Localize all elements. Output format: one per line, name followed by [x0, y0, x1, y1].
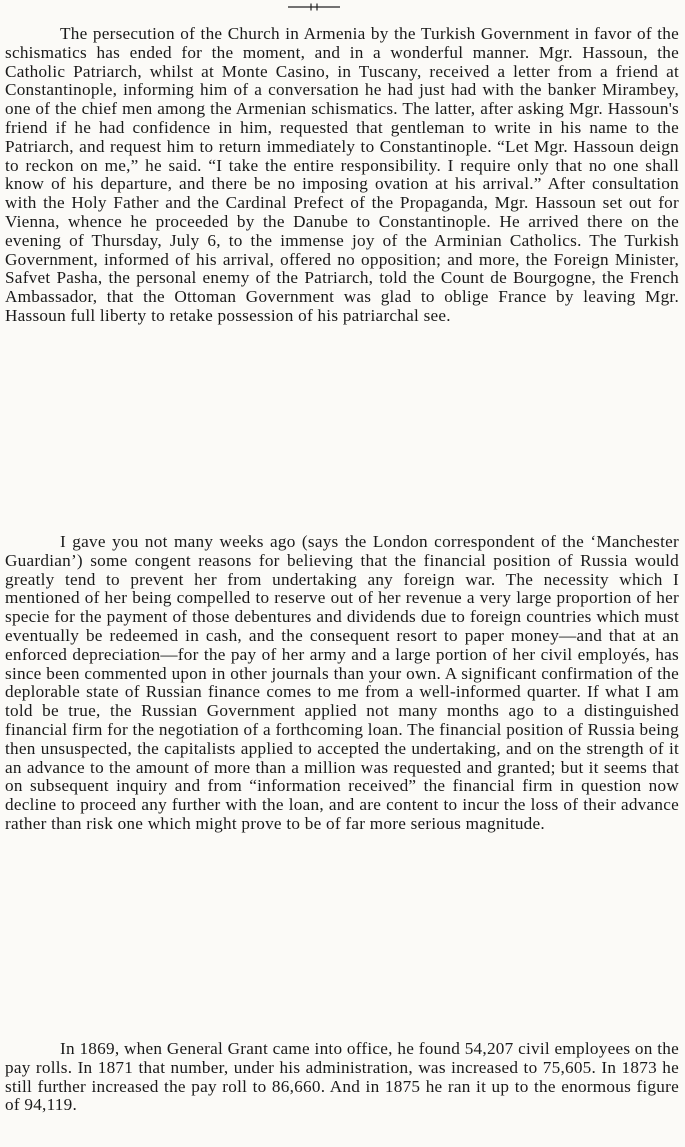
- article-paragraph-russian-finance: I gave you not many weeks ago (says the London correspondent of the ‘Manchester Guardian’) some congent reasons for believing that the financial position of Russia would greatly tend to prevent her from undertaking any foreign war. The necessity which I mentioned of her being compelled to reserve out of her revenue a very large proportion of her specie for the payment of those debentures and dividends due to foreign countries which must eventually be redeemed in cash, and the consequent resort to paper money—and that at an enforced depreciation—for the pay of her army and a large portion of her civil employés, has since been commented upon in other journals than your own. A significant confirmation of the deplorable state of Russian finance comes to me from a well-informed quarter. If what I am told be true, the Russian Government applied not many months ago to a distinguished financial firm for the negotiation of a forthcoming loan. The financial position of Russia being then unsuspected, the capitalists applied to accepted the undertaking, and on the strength of it an advance to the amount of more than a million was requested and granted; but it seems that on subsequent inquiry and from “information received” the financial firm in question now decline to proceed any further with the loan, and are content to incur the loss of their advance rather than risk one which might prove to be of far more serious magnitude.: [5, 532, 679, 833]
- article-paragraph-grant-employees: In 1869, when General Grant came into office, he found 54,207 civil employees on the pay rolls. In 1871 that number, under his administration, was increased to 75,605. In 1873 he still further increased the pay roll to 86,660. And in 1875 he ran it up to the enormous figure of 94,119.: [5, 1039, 679, 1115]
- article-paragraph-armenia: The persecution of the Church in Armenia by the Turkish Government in favor of the schismatics has ended for the moment, and in a wonderful manner. Mgr. Hassoun, the Catholic Patriarch, whilst at Monte Casino, in Tuscany, received a letter from a friend at Constantinople, informing him of a conversation he had just had with the banker Mirambey, one of the chief men among the Armenian schismatics. The latter, after asking Mgr. Hassoun's friend if he had confidence in him, requested that gentleman to write in his name to the Patriarch, and request him to return immediately to Constantinople. “Let Mgr. Hassoun deign to reckon on me,” he said. “I take the entire responsibility. I require only that no one shall know of his departure, and there be no imposing ovation at his arrival.” After consultation with the Holy Father and the Cardinal Prefect of the Propaganda, Mgr. Hassoun set out for Vienna, whence he proceeded by the Danube to Constantinople. He arrived there on the evening of Thursday, July 6, to the immense joy of the Arminian Catholics. The Turkish Government, informed of his arrival, offered no opposition; and more, the Foreign Minister, Safvet Pasha, the personal enemy of the Patriarch, told the Count de Bourgogne, the French Ambassador, that the Ottoman Government was glad to oblige France by leaving Mgr. Hassoun full liberty to retake possession of his patriarchal see.: [5, 24, 679, 325]
- section-divider-ornament: [287, 2, 341, 12]
